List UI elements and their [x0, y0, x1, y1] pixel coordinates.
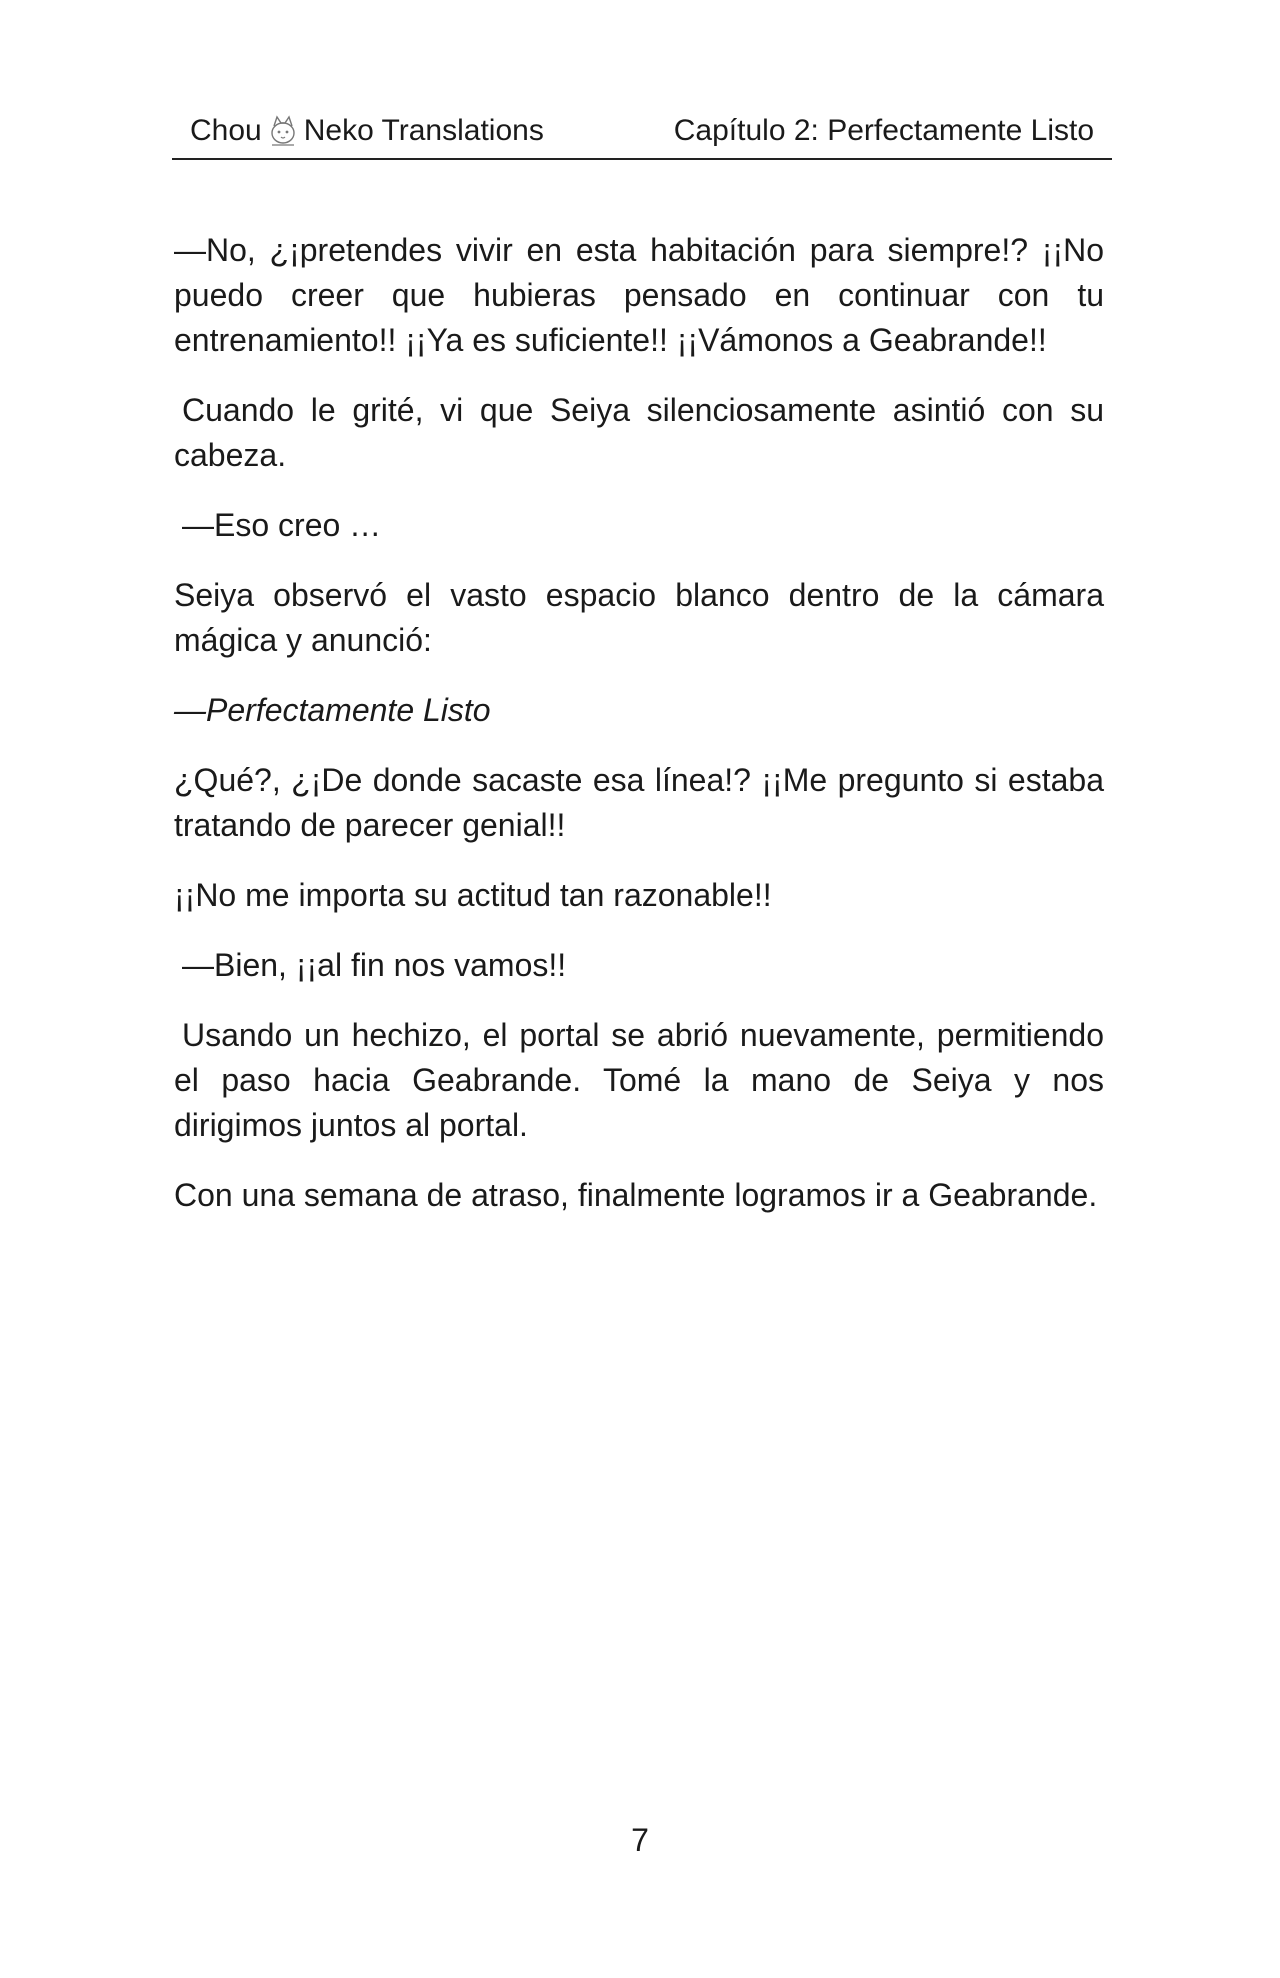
paragraph-1: —No, ¿¡pretendes vivir en esta habitación para siempre!? ¡¡No puedo creer que hubieras pensado en continuar con tu entrenamiento!! ¡¡Ya es suficiente!! ¡¡Vámonos a Geabrande!!	[174, 232, 1104, 358]
paragraph-8: —Bien, ¡¡al fin nos vamos!!	[182, 947, 567, 983]
paragraph-9: Usando un hechizo, el portal se abrió nuevamente, permitiendo el paso hacia Geabrande. Tomé la mano de Seiya y nos dirigimos juntos al portal.	[174, 1017, 1104, 1143]
paragraph-5: —Perfectamente Listo	[174, 692, 491, 728]
paragraph-3: —Eso creo …	[182, 507, 382, 543]
page-number: 7	[631, 1822, 649, 1858]
chapter-text	[174, 228, 1104, 1243]
header-left-text-2: Neko Translations	[303, 114, 544, 147]
paragraph-6: ¿Qué?, ¿¡De donde sacaste esa línea!? ¡¡Me pregunto si estaba tratando de parecer genial!!	[174, 762, 1104, 843]
paragraph-4: Seiya observó el vasto espacio blanco dentro de la cámara mágica y anunció:	[174, 577, 1104, 658]
header-left-text-1: Chou	[190, 114, 262, 147]
paragraph-2: Cuando le grité, vi que Seiya silenciosamente asintió con su cabeza.	[174, 392, 1104, 473]
paragraph-10: Con una semana de atraso, finalmente logramos ir a Geabrande.	[174, 1177, 1098, 1213]
header-chapter-title: Capítulo 2: Perfectamente Listo	[673, 114, 1094, 147]
running-header	[172, 112, 1112, 160]
header-translator-credit	[172, 112, 544, 150]
paragraph-7: ¡¡No me importa su actitud tan razonable!!	[174, 877, 772, 913]
cat-face-icon	[268, 114, 298, 148]
